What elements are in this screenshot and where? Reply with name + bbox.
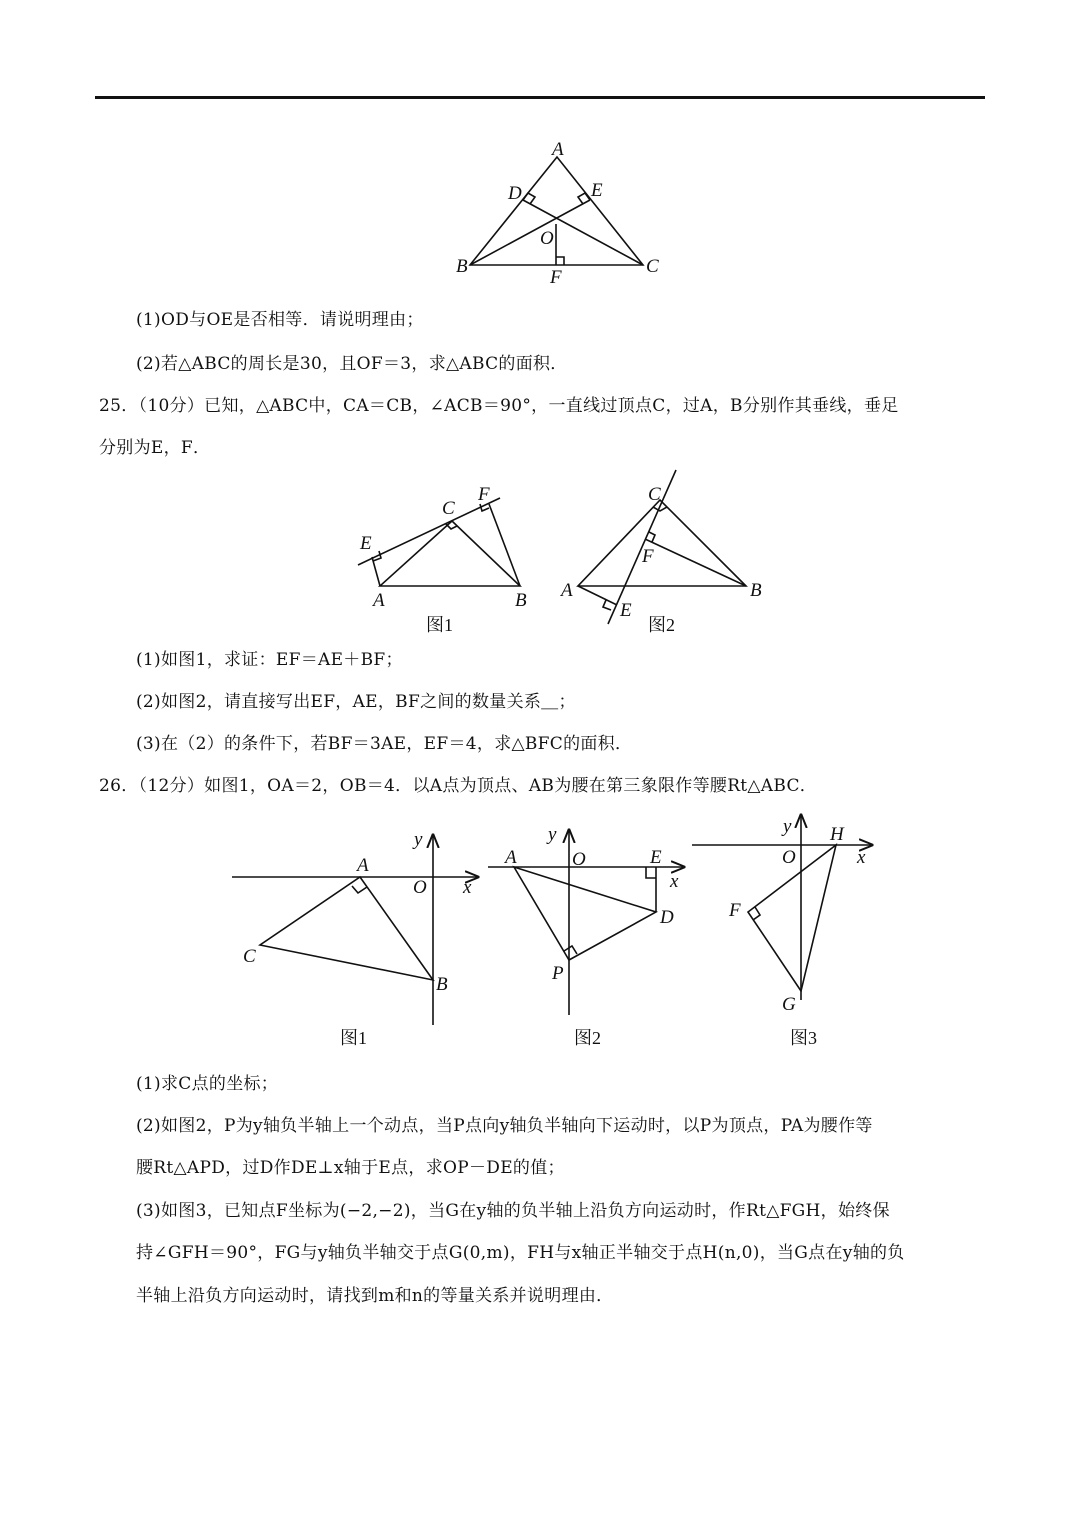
fig2-label-p: P <box>552 963 564 984</box>
fig3-label-o: O <box>782 847 796 868</box>
fig2-caption: 图2 <box>648 615 675 635</box>
fig2-label-f: F <box>642 546 654 567</box>
fig1-label-f: F <box>478 484 490 505</box>
fig1-caption: 图1 <box>426 615 453 635</box>
q25-stem-line1: 25．（10分）已知，△ABC中，CA＝CB，∠ACB＝90°，一直线过顶点C，过A，B分别作其垂线，垂足 <box>99 396 899 416</box>
q24-part1: (1)OD与OE是否相等．请说明理由； <box>136 310 424 330</box>
fig2-label-x: x <box>670 871 679 892</box>
fig3-label-h: H <box>830 824 844 845</box>
label-e: E <box>591 180 603 201</box>
q26-part3-line3: 半轴上沿负方向运动时，请找到m和n的等量关系并说明理由． <box>136 1286 614 1306</box>
q25-part2: (2)如图2，请直接写出EF，AE，BF之间的数量关系＿； <box>136 692 576 712</box>
fig3-right-angle-f <box>753 907 760 920</box>
fig2-right-angle-p <box>564 946 577 954</box>
label-a: A <box>552 139 564 160</box>
label-c: C <box>646 256 659 277</box>
fig2-triangle-apd <box>514 867 656 960</box>
fig1-label-x: x <box>463 877 472 898</box>
fig1-label-a: A <box>373 590 385 611</box>
label-b: B <box>456 256 468 277</box>
fig2-triangle-abc <box>578 500 746 586</box>
fig2-label-y: y <box>548 824 557 845</box>
fig3-label-y: y <box>783 816 792 837</box>
fig1-label-b: B <box>515 590 527 611</box>
fig1-segment-bf <box>489 504 520 586</box>
fig2-label-a: A <box>561 580 573 601</box>
q24-part2: (2)若△ABC的周长是30，且OF＝3，求△ABC的面积． <box>136 354 568 374</box>
q26-part3-line1: (3)如图3，已知点F坐标为(−2,−2)，当G在y轴的负半轴上沿负方向运动时，作Rt△FGH，始终保 <box>136 1201 890 1221</box>
q26-figures <box>225 810 885 1055</box>
segment-bo <box>470 200 590 265</box>
fig1-right-angle-a <box>352 886 367 893</box>
label-f: F <box>550 267 562 288</box>
q25-figures <box>350 465 780 645</box>
fig2-caption: 图2 <box>574 1028 601 1048</box>
fig3-label-f: F <box>729 900 741 921</box>
fig2-right-angle-e <box>646 867 656 878</box>
fig2-label-b: B <box>750 580 762 601</box>
q26-part2-line1: (2)如图2，P为y轴负半轴上一个动点，当P点向y轴负半轴向下运动时，以P为顶点，PA为腰作等 <box>136 1116 873 1136</box>
fig2-label-c: C <box>648 484 661 505</box>
q26-part3-line2: 持∠GFH＝90°，FG与y轴负半轴交于点G(0,m)，FH与x轴正半轴交于点H(n,0)，当G点在y轴的负 <box>136 1243 905 1263</box>
q25-part1: (1)如图1，求证：EF＝AE＋BF； <box>136 650 403 670</box>
fig2-segment-bf <box>645 539 746 586</box>
q26-part2-line2: 腰Rt△APD，过D作DE⊥x轴于E点，求OP－DE的值； <box>136 1158 565 1178</box>
fig2-label-o: O <box>572 849 586 870</box>
q25-stem-line2: 分别为E，F． <box>99 438 211 458</box>
fig2-label-a: A <box>505 847 517 868</box>
fig1-triangle-abc <box>260 877 433 980</box>
fig1-label-a: A <box>357 855 369 876</box>
q24-triangle-figure <box>440 130 680 290</box>
fig1-label-e: E <box>360 533 372 554</box>
fig1-label-o: O <box>413 877 427 898</box>
fig1-caption: 图1 <box>340 1028 367 1048</box>
fig2-segment-ae <box>578 586 617 605</box>
fig3-caption: 图3 <box>790 1028 817 1048</box>
label-o: O <box>540 228 554 249</box>
fig1-label-b: B <box>436 974 448 995</box>
q26-stem: 26．（12分）如图1，OA＝2，OB＝4．以A点为顶点、AB为腰在第三象限作等腰Rt△ABC． <box>99 776 818 796</box>
q26-part1: (1)求C点的坐标； <box>136 1074 279 1094</box>
fig2-label-d: D <box>660 907 674 928</box>
label-d: D <box>508 183 522 204</box>
fig2-label-e: E <box>650 847 662 868</box>
header-rule <box>95 96 985 99</box>
fig3-label-g: G <box>782 994 796 1015</box>
fig1-label-c: C <box>442 498 455 519</box>
right-angle-mark-f <box>556 257 564 265</box>
q25-part3: (3)在（2）的条件下，若BF＝3AE，EF＝4，求△BFC的面积． <box>136 734 633 754</box>
fig1-label-c: C <box>243 946 256 967</box>
fig1-label-y: y <box>414 829 423 850</box>
fig2-label-e: E <box>620 600 632 621</box>
fig3-label-x: x <box>857 847 866 868</box>
